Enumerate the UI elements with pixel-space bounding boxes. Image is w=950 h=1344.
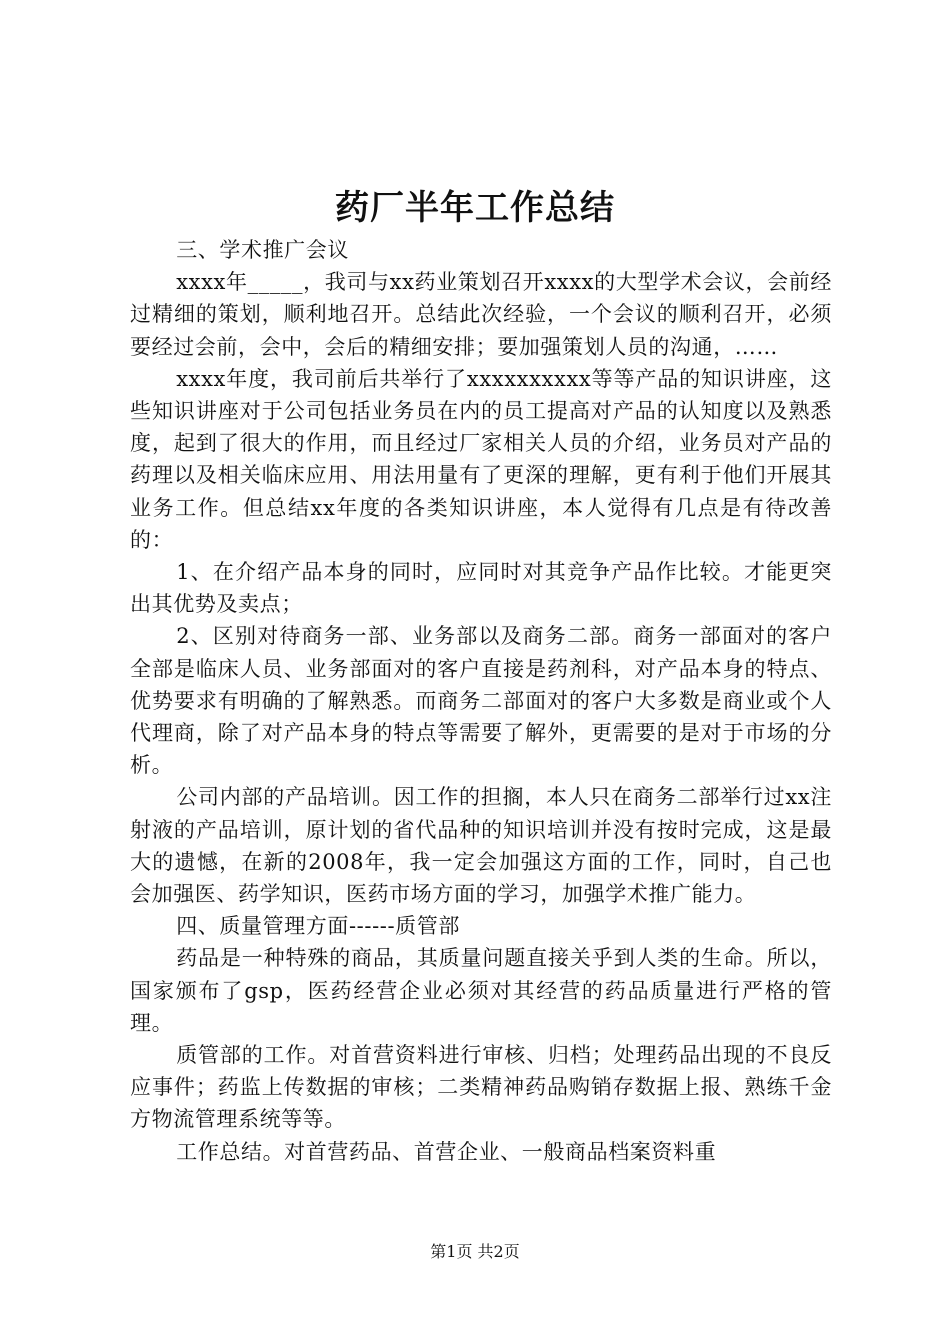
document-title: 药厂半年工作总结	[335, 188, 615, 228]
paragraph: 工作总结。对首营药品、首营企业、一般商品档案资料重	[176, 1139, 717, 1164]
paragraph: 质管部的工作。对首营资料进行审核、归档；处理药品出现的不良反应事件；药监上传数据的审核；二类精神药品购销存数据上报、熟练千金方物流管理系统等等。	[130, 1043, 832, 1132]
paragraph: 药品是一种特殊的商品，其质量问题直接关乎到人类的生命。所以，国家颁布了gsp，医药经营企业必须对其经营的药品质量进行严格的管理。	[130, 946, 832, 1035]
document-body	[130, 234, 832, 1168]
list-item: 2、区别对待商务一部、业务部以及商务二部。商务一部面对的客户全部是临床人员、业务部面对的客户直接是药剂科，对产品本身的特点、优势要求有明确的了解熟悉。而商务二部面对的客户大多数是商业或个人代理商，除了对产品本身的特点等需要了解外，更需要的是对于市场的分析。	[130, 624, 832, 778]
section-heading: 四、质量管理方面------质管部	[176, 914, 460, 939]
paragraph: 公司内部的产品培训。因工作的担搁，本人只在商务二部举行过xx注射液的产品培训，原计划的省代品种的知识培训并没有按时完成，这是最大的遗憾，在新的2008年，我一定会加强这方面的工作，同时，自己也会加强医、药学知识，医药市场方面的学习，加强学术推广能力。	[130, 785, 832, 907]
section-heading: 三、学术推广会议	[176, 238, 349, 262]
page-footer: 第1页 共2页	[430, 1242, 520, 1261]
paragraph: xxxx年度，我司前后共举行了xxxxxxxxxx等等产品的知识讲座，这些知识讲座对于公司包括业务员在内的员工提高对产品的认知度以及熟悉度，起到了很大的作用，而且经过厂家相关人员的介绍，业务员对产品的药理以及相关临床应用、用法用量有了更深的理解，更有利于他们开展其业务工作。但总结xx年度的各类知识讲座，本人觉得有几点是有待改善的：	[130, 366, 832, 552]
list-item: 1、在介绍产品本身的同时，应同时对其竞争产品作比较。才能更突出其优势及卖点；	[130, 560, 832, 617]
paragraph: xxxx年_____，我司与xx药业策划召开xxxx的大型学术会议，会前经过精细的策划，顺利地召开。总结此次经验，一个会议的顺利召开，必须要经过会前，会中，会后的精细安排；要加强策划人员的沟通，……	[130, 270, 832, 359]
